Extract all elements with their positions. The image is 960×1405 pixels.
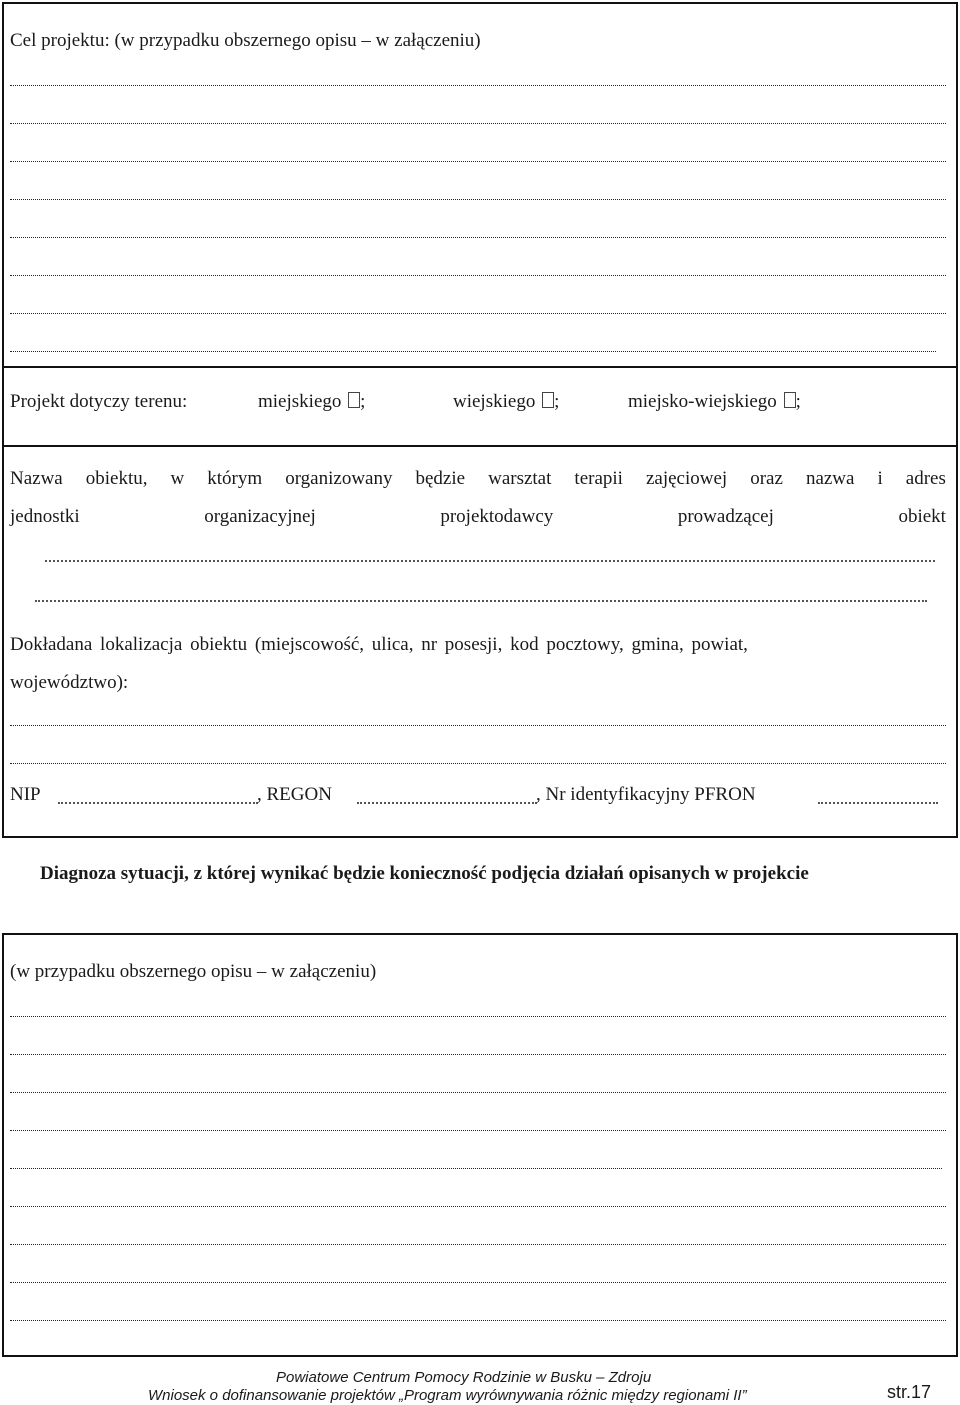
fill-line[interactable] (10, 1156, 942, 1169)
checkbox-icon[interactable] (348, 392, 360, 408)
word: obiekt (898, 506, 946, 527)
word: Nazwa (10, 468, 63, 489)
project-goal-label: Cel projektu: (w przypadku obszernego opisu – w załączeniu) (10, 30, 481, 51)
fill-line[interactable] (10, 187, 946, 200)
word: warsztat (488, 468, 552, 489)
fill-line[interactable] (45, 548, 935, 562)
area-option-label: miejskiego (258, 391, 342, 412)
regon-fill[interactable] (357, 790, 537, 804)
fill-line[interactable] (10, 1118, 946, 1131)
nip-label: NIP (10, 784, 41, 805)
word: obiektu, (85, 468, 148, 489)
word: projektodawcy (440, 506, 554, 527)
pfron-label: , Nr identyfikacyjny PFRON (536, 784, 756, 805)
location-label-line1: Dokładana lokalizacja obiektu (miejscowość, ulica, nr posesji, kod pocztowy, gmina, powiat, (10, 634, 748, 655)
area-option-label: miejsko-wiejskiego (628, 391, 777, 412)
pfron-fill[interactable] (818, 790, 938, 804)
fill-line[interactable] (10, 1042, 946, 1055)
page-number: str.17 (887, 1382, 932, 1402)
row-divider (4, 366, 956, 368)
fill-line[interactable] (10, 339, 936, 352)
word: adres (905, 468, 946, 489)
area-option-urban[interactable]: miejskiego ; (258, 391, 366, 412)
section2-heading (10, 861, 960, 886)
fill-line[interactable] (10, 713, 946, 726)
word: i (877, 468, 883, 489)
fill-line[interactable] (10, 1080, 946, 1093)
checkbox-icon[interactable] (542, 392, 554, 408)
fill-line[interactable] (10, 225, 946, 238)
fill-line[interactable] (10, 111, 946, 124)
section-number (10, 861, 40, 886)
fill-line[interactable] (10, 751, 946, 764)
row-divider (4, 445, 956, 447)
fill-line[interactable] (10, 73, 946, 86)
nip-fill[interactable] (58, 790, 258, 804)
fill-line[interactable] (10, 1270, 946, 1283)
word: w (170, 468, 185, 489)
area-option-label: wiejskiego (453, 391, 536, 412)
fill-line[interactable] (10, 263, 946, 276)
section2-box (2, 933, 958, 1357)
word: nazwa (805, 468, 855, 489)
fill-line[interactable] (10, 301, 946, 314)
word: terapii (574, 468, 623, 489)
word: będzie (415, 468, 466, 489)
fill-line[interactable] (10, 149, 946, 162)
footer-document: Wniosek o dofinansowanie projektów „Program wyrównywania różnic między regionami II” (148, 1387, 747, 1404)
word: organizacyjnej (204, 506, 316, 527)
fill-line[interactable] (10, 1232, 946, 1245)
area-option-mixed[interactable]: miejsko-wiejskiego ; (628, 391, 801, 412)
word: prowadzącej (677, 506, 774, 527)
word: jednostki (10, 506, 80, 527)
fill-line[interactable] (35, 588, 927, 602)
word: którym (207, 468, 263, 489)
footer-institution: Powiatowe Centrum Pomocy Rodzinie w Busku – Zdroju (276, 1369, 652, 1386)
word: zajęciowej (645, 468, 728, 489)
location-label-line2: województwo): (10, 672, 129, 693)
area-label: Projekt dotyczy terenu: (10, 391, 188, 412)
fill-line[interactable] (10, 1004, 946, 1017)
checkbox-icon[interactable] (784, 392, 796, 408)
section2-hint: (w przypadku obszernego opisu – w załączeniu) (10, 961, 377, 982)
regon-label: , REGON (257, 784, 332, 805)
section-title: Diagnoza sytuacji, z której wynikać będzie konieczność podjęcia działań opisanych w projekcie (40, 863, 809, 884)
word: oraz (750, 468, 783, 489)
object-name-line1 (10, 469, 946, 488)
fill-line[interactable] (10, 1308, 946, 1321)
word: organizowany (285, 468, 393, 489)
fill-line[interactable] (10, 1194, 946, 1207)
area-option-rural[interactable]: wiejskiego ; (453, 391, 560, 412)
object-name-line2 (10, 507, 946, 526)
